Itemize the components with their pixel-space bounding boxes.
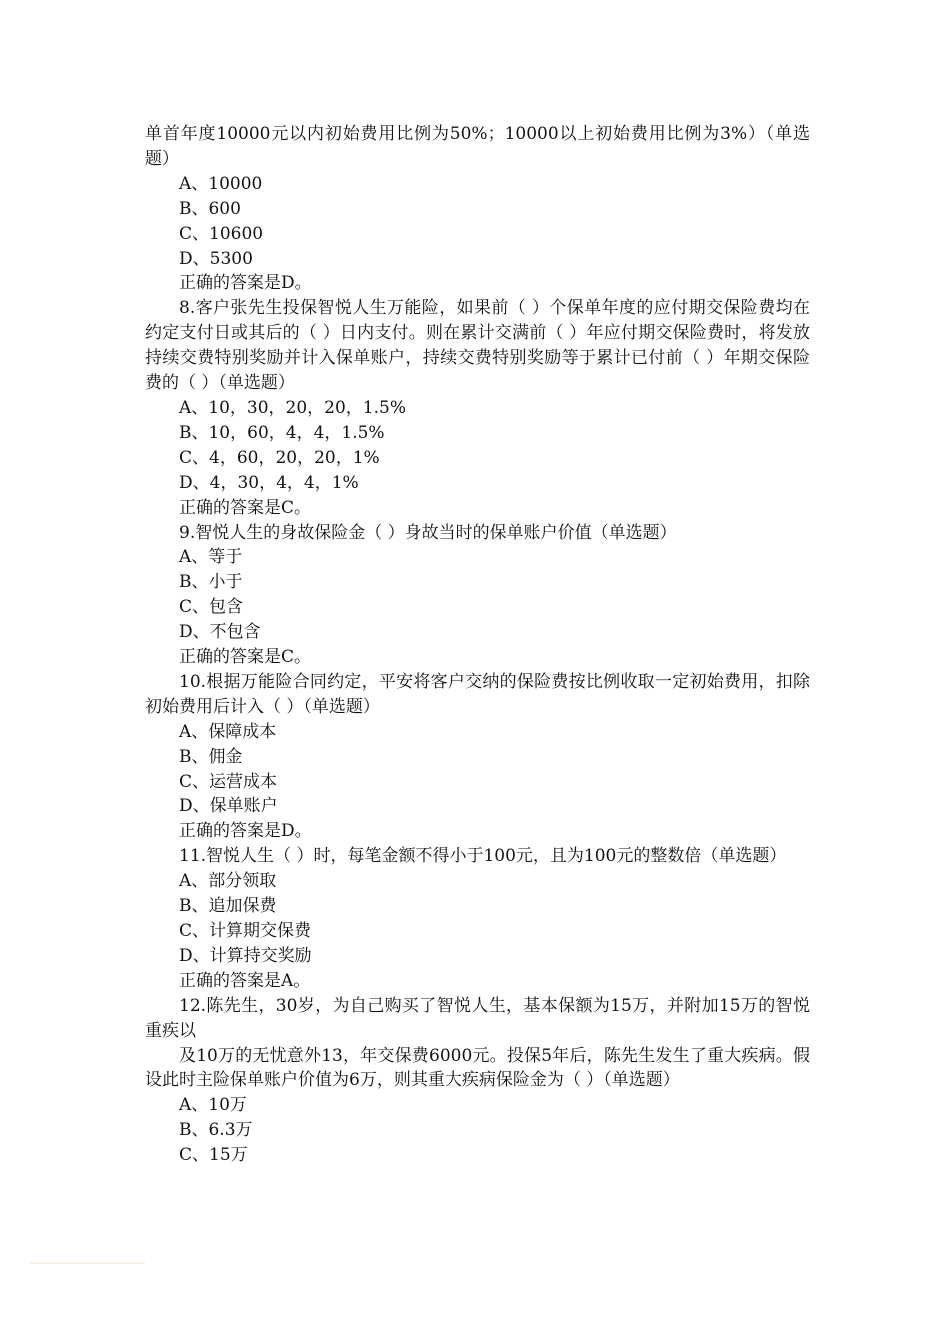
option-c: C、运营成本 <box>179 771 278 792</box>
option-d: D、保单账户 <box>179 796 278 817</box>
option-d: D、计算持交奖励 <box>179 945 312 966</box>
option-b: B、10，60，4，4，1.5% <box>179 422 385 443</box>
question-stem-continued: 单首年度10000元以内初始费用比例为50%；10000以上初始费用比例为3%）（单选题） <box>145 124 810 169</box>
answer-line: 正确的答案是D。 <box>179 273 312 294</box>
answer-line: 正确的答案是A。 <box>179 970 311 991</box>
option-c: C、15万 <box>179 1145 248 1166</box>
option-d: D、4，30，4，4，1% <box>179 472 359 493</box>
question-10-stem: 10.根据万能险合同约定，平安将客户交纳的保险费按比例收取一定初始费用，扣除初始费用后计入（ ）（单选题） <box>145 671 810 717</box>
footer-faint-mark <box>30 1262 145 1264</box>
answer-line: 正确的答案是D。 <box>179 821 312 842</box>
option-a: A、保障成本 <box>179 721 277 742</box>
option-a: A、等于 <box>179 547 243 568</box>
answer-line: 正确的答案是C。 <box>179 647 312 668</box>
option-c: C、4，60，20，20，1% <box>179 447 380 468</box>
option-d: D、不包含 <box>179 622 261 643</box>
question-9-stem: 9.智悦人生的身故保险金（ ）身故当时的保单账户价值（单选题） <box>179 522 677 543</box>
option-c: C、计算期交保费 <box>179 921 312 941</box>
option-a: A、10万 <box>179 1095 247 1116</box>
option-b: B、6.3万 <box>179 1120 253 1141</box>
option-c: C、包含 <box>179 597 244 618</box>
option-b: B、佣金 <box>179 746 243 767</box>
option-b: B、追加保费 <box>179 896 277 917</box>
question-11-stem: 11.智悦人生（ ）时，每笔金额不得小于100元，且为100元的整数倍（单选题） <box>179 846 787 867</box>
option-a: A、10000 <box>179 173 263 194</box>
option-b: B、600 <box>179 198 241 219</box>
option-a: A、部分领取 <box>179 871 277 892</box>
option-b: B、小于 <box>179 572 243 593</box>
question-12-stem-continued: 及10万的无忧意外13，年交保费6000元。投保5年后，陈先生发生了重大疾病。假设此时主险保单账户价值为6万，则其重大疾病保险金为（ ）（单选题） <box>145 1045 810 1091</box>
option-a: A、10，30，20，20，1.5% <box>179 397 406 418</box>
question-12-stem: 12.陈先生，30岁，为自己购买了智悦人生，基本保额为15万，并附加15万的智悦重疾以 <box>145 995 810 1041</box>
option-d: D、5300 <box>179 248 253 269</box>
answer-line: 正确的答案是C。 <box>179 497 312 518</box>
document-body <box>145 122 810 1168</box>
question-8-stem: 8.客户张先生投保智悦人生万能险，如果前（ ）个保单年度的应付期交保险费均在约定支付日或其后的（ ）日内支付。则在累计交满前（ ）年应付期交保险费时，将发放持续交费特别奖励并计入保单账户，持续交费特别奖励等于累计已付前（ ）年期交保险费的（ ）（单选题） <box>145 298 810 394</box>
option-c: C、10600 <box>179 223 264 244</box>
